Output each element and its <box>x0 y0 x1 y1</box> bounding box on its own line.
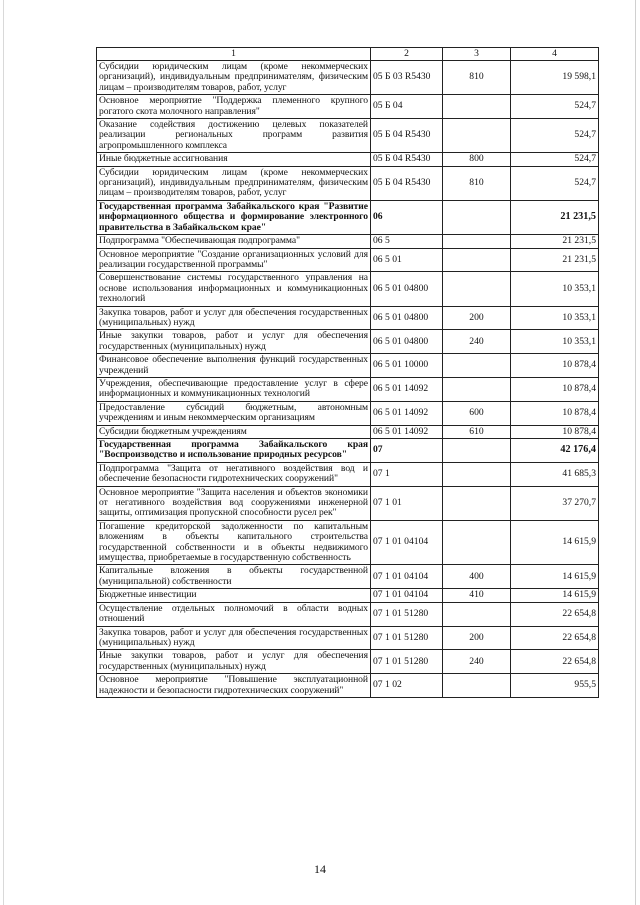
row-code-cell: 06 5 01 04800 <box>371 272 443 306</box>
row-sum-cell: 19 598,1 <box>511 61 599 95</box>
row-sum-cell: 10 353,1 <box>511 272 599 306</box>
row-sum-cell: 524,7 <box>511 119 599 153</box>
row-expense-type-cell <box>443 354 511 378</box>
row-code-cell: 07 1 01 <box>371 486 443 520</box>
row-code-cell: 06 5 01 <box>371 248 443 272</box>
row-sum-cell: 42 176,4 <box>511 439 599 463</box>
row-expense-type-cell <box>443 674 511 698</box>
row-sum-cell: 21 231,5 <box>511 248 599 272</box>
table-row <box>97 95 599 119</box>
row-name-cell: Подпрограмма "Обеспечивающая подпрограмма" <box>97 235 371 248</box>
row-code-cell: 07 1 01 04104 <box>371 520 443 565</box>
table-row <box>97 565 599 589</box>
row-expense-type-cell <box>443 272 511 306</box>
row-sum-cell: 22 654,8 <box>511 650 599 674</box>
table-row <box>97 486 599 520</box>
table-row <box>97 166 599 200</box>
row-code-cell: 07 1 <box>371 462 443 486</box>
table-row <box>97 119 599 153</box>
row-name-cell: Иные закупки товаров, работ и услуг для обеспечения государственных (муниципальных) нужд <box>97 330 371 354</box>
row-expense-type-cell <box>443 520 511 565</box>
row-sum-cell: 14 615,9 <box>511 520 599 565</box>
row-sum-cell: 10 878,4 <box>511 354 599 378</box>
row-sum-cell: 22 654,8 <box>511 626 599 650</box>
row-code-cell: 05 Б 04 <box>371 95 443 119</box>
row-expense-type-cell: 410 <box>443 589 511 602</box>
row-name-cell: Осуществление отдельных полномочий в области водных отношений <box>97 602 371 626</box>
row-sum-cell: 524,7 <box>511 153 599 166</box>
row-sum-cell: 10 878,4 <box>511 401 599 425</box>
row-code-cell: 06 5 01 14092 <box>371 425 443 438</box>
row-expense-type-cell: 400 <box>443 565 511 589</box>
row-code-cell: 07 1 02 <box>371 674 443 698</box>
table-row <box>97 354 599 378</box>
row-expense-type-cell: 810 <box>443 166 511 200</box>
table-row <box>97 401 599 425</box>
table-row <box>97 520 599 565</box>
budget-table <box>96 47 599 698</box>
row-sum-cell: 955,5 <box>511 674 599 698</box>
row-name-cell: Оказание содействия достижению целевых показателей реализации региональных программ развития агропромышленного комплекса <box>97 119 371 153</box>
header-col-2: 2 <box>371 48 443 61</box>
row-code-cell: 06 5 01 10000 <box>371 354 443 378</box>
header-col-1: 1 <box>97 48 371 61</box>
row-name-cell: Государственная программа Забайкальского края "Воспроизводство и использование природных ресурсов" <box>97 439 371 463</box>
row-expense-type-cell: 810 <box>443 61 511 95</box>
row-expense-type-cell: 610 <box>443 425 511 438</box>
row-sum-cell: 10 878,4 <box>511 425 599 438</box>
row-name-cell: Финансовое обеспечение выполнения функций государственных учреждений <box>97 354 371 378</box>
row-sum-cell: 10 878,4 <box>511 377 599 401</box>
row-code-cell: 06 5 01 04800 <box>371 330 443 354</box>
row-name-cell: Погашение кредиторской задолженности по капитальным вложениям в объекты капитального строительства государственной собственности и в объекты недвижимого имущества, приобретаемые в государственную собственность <box>97 520 371 565</box>
table-row <box>97 462 599 486</box>
table-row <box>97 306 599 330</box>
header-col-3: 3 <box>443 48 511 61</box>
scan-edge-right <box>635 0 636 905</box>
row-sum-cell: 524,7 <box>511 166 599 200</box>
row-code-cell: 07 1 01 04104 <box>371 565 443 589</box>
row-code-cell: 06 5 <box>371 235 443 248</box>
row-name-cell: Основное мероприятие "Создание организационных условий для реализации государственной программы" <box>97 248 371 272</box>
table-row <box>97 589 599 602</box>
row-code-cell: 07 1 01 51280 <box>371 626 443 650</box>
row-name-cell: Субсидии бюджетным учреждениям <box>97 425 371 438</box>
row-expense-type-cell <box>443 248 511 272</box>
scan-edge-left <box>3 0 4 905</box>
row-expense-type-cell: 600 <box>443 401 511 425</box>
row-name-cell: Закупка товаров, работ и услуг для обеспечения государственных (муниципальных) нужд <box>97 306 371 330</box>
row-code-cell: 06 5 01 04800 <box>371 306 443 330</box>
page-number: 14 <box>314 862 326 876</box>
table-body <box>97 61 599 698</box>
row-expense-type-cell <box>443 95 511 119</box>
row-expense-type-cell <box>443 602 511 626</box>
table-header-row <box>97 48 599 61</box>
row-expense-type-cell <box>443 377 511 401</box>
row-name-cell: Субсидии юридическим лицам (кроме некоммерческих организаций), индивидуальным предпринимателям, физическим лицам – производителям товаров, работ, услуг <box>97 166 371 200</box>
row-sum-cell: 41 685,3 <box>511 462 599 486</box>
row-name-cell: Иные бюджетные ассигнования <box>97 153 371 166</box>
table-row <box>97 626 599 650</box>
row-name-cell: Учреждения, обеспечивающие предоставление услуг в сфере информационных и коммуникационных технологий <box>97 377 371 401</box>
table-row <box>97 272 599 306</box>
row-code-cell: 05 Б 03 R5430 <box>371 61 443 95</box>
row-sum-cell: 10 353,1 <box>511 306 599 330</box>
row-sum-cell: 21 231,5 <box>511 200 599 234</box>
row-code-cell: 05 Б 04 R5430 <box>371 153 443 166</box>
row-name-cell: Иные закупки товаров, работ и услуг для обеспечения государственных (муниципальных) нужд <box>97 650 371 674</box>
row-expense-type-cell <box>443 235 511 248</box>
row-expense-type-cell: 240 <box>443 330 511 354</box>
row-expense-type-cell: 800 <box>443 153 511 166</box>
row-expense-type-cell <box>443 119 511 153</box>
row-name-cell: Бюджетные инвестиции <box>97 589 371 602</box>
row-expense-type-cell <box>443 439 511 463</box>
row-name-cell: Субсидии юридическим лицам (кроме некоммерческих организаций), индивидуальным предпринимателям, физическим лицам – производителям товаров, работ, услуг <box>97 61 371 95</box>
table-row <box>97 439 599 463</box>
row-name-cell: Основное мероприятие "Повышение эксплуатационной надежности и безопасности гидротехнических сооружений" <box>97 674 371 698</box>
row-code-cell: 05 Б 04 R5430 <box>371 166 443 200</box>
row-code-cell: 07 1 01 51280 <box>371 602 443 626</box>
table-row <box>97 61 599 95</box>
row-name-cell: Совершенствование системы государственного управления на основе использования информационных и коммуникационных технологий <box>97 272 371 306</box>
row-code-cell: 05 Б 04 R5430 <box>371 119 443 153</box>
row-expense-type-cell: 200 <box>443 306 511 330</box>
row-sum-cell: 10 353,1 <box>511 330 599 354</box>
row-sum-cell: 524,7 <box>511 95 599 119</box>
table-row <box>97 330 599 354</box>
table-row <box>97 650 599 674</box>
table-row <box>97 602 599 626</box>
row-name-cell: Государственная программа Забайкальского края "Развитие информационного общества и формирование электронного правительства в Забайкальском крае" <box>97 200 371 234</box>
row-name-cell: Закупка товаров, работ и услуг для обеспечения государственных (муниципальных) нужд <box>97 626 371 650</box>
row-code-cell: 06 5 01 14092 <box>371 401 443 425</box>
row-sum-cell: 14 615,9 <box>511 589 599 602</box>
row-expense-type-cell <box>443 200 511 234</box>
row-name-cell: Капитальные вложения в объекты государственной (муниципальной) собственности <box>97 565 371 589</box>
row-code-cell: 07 <box>371 439 443 463</box>
row-code-cell: 06 5 01 14092 <box>371 377 443 401</box>
header-col-4: 4 <box>511 48 599 61</box>
row-code-cell: 06 <box>371 200 443 234</box>
table-row <box>97 153 599 166</box>
table-row <box>97 235 599 248</box>
row-name-cell: Основное мероприятие "Защита населения и объектов экономики от негативного воздействия вод сооружениями инженерной защиты, оптимизация пропускной способности русел рек" <box>97 486 371 520</box>
row-expense-type-cell <box>443 462 511 486</box>
row-sum-cell: 22 654,8 <box>511 602 599 626</box>
row-name-cell: Предоставление субсидий бюджетным, автономным учреждениям и иным некоммерческим организациям <box>97 401 371 425</box>
row-expense-type-cell: 200 <box>443 626 511 650</box>
row-expense-type-cell <box>443 486 511 520</box>
row-sum-cell: 37 270,7 <box>511 486 599 520</box>
row-code-cell: 07 1 01 51280 <box>371 650 443 674</box>
table-row <box>97 674 599 698</box>
row-expense-type-cell: 240 <box>443 650 511 674</box>
row-sum-cell: 21 231,5 <box>511 235 599 248</box>
table-row <box>97 377 599 401</box>
row-sum-cell: 14 615,9 <box>511 565 599 589</box>
row-name-cell: Основное мероприятие "Поддержка племенного крупного рогатого скота молочного направления" <box>97 95 371 119</box>
table-row <box>97 425 599 438</box>
table-row <box>97 200 599 234</box>
table-row <box>97 248 599 272</box>
row-name-cell: Подпрограмма "Защита от негативного воздействия вод и обеспечение безопасности гидротехнических сооружений" <box>97 462 371 486</box>
row-code-cell: 07 1 01 04104 <box>371 589 443 602</box>
